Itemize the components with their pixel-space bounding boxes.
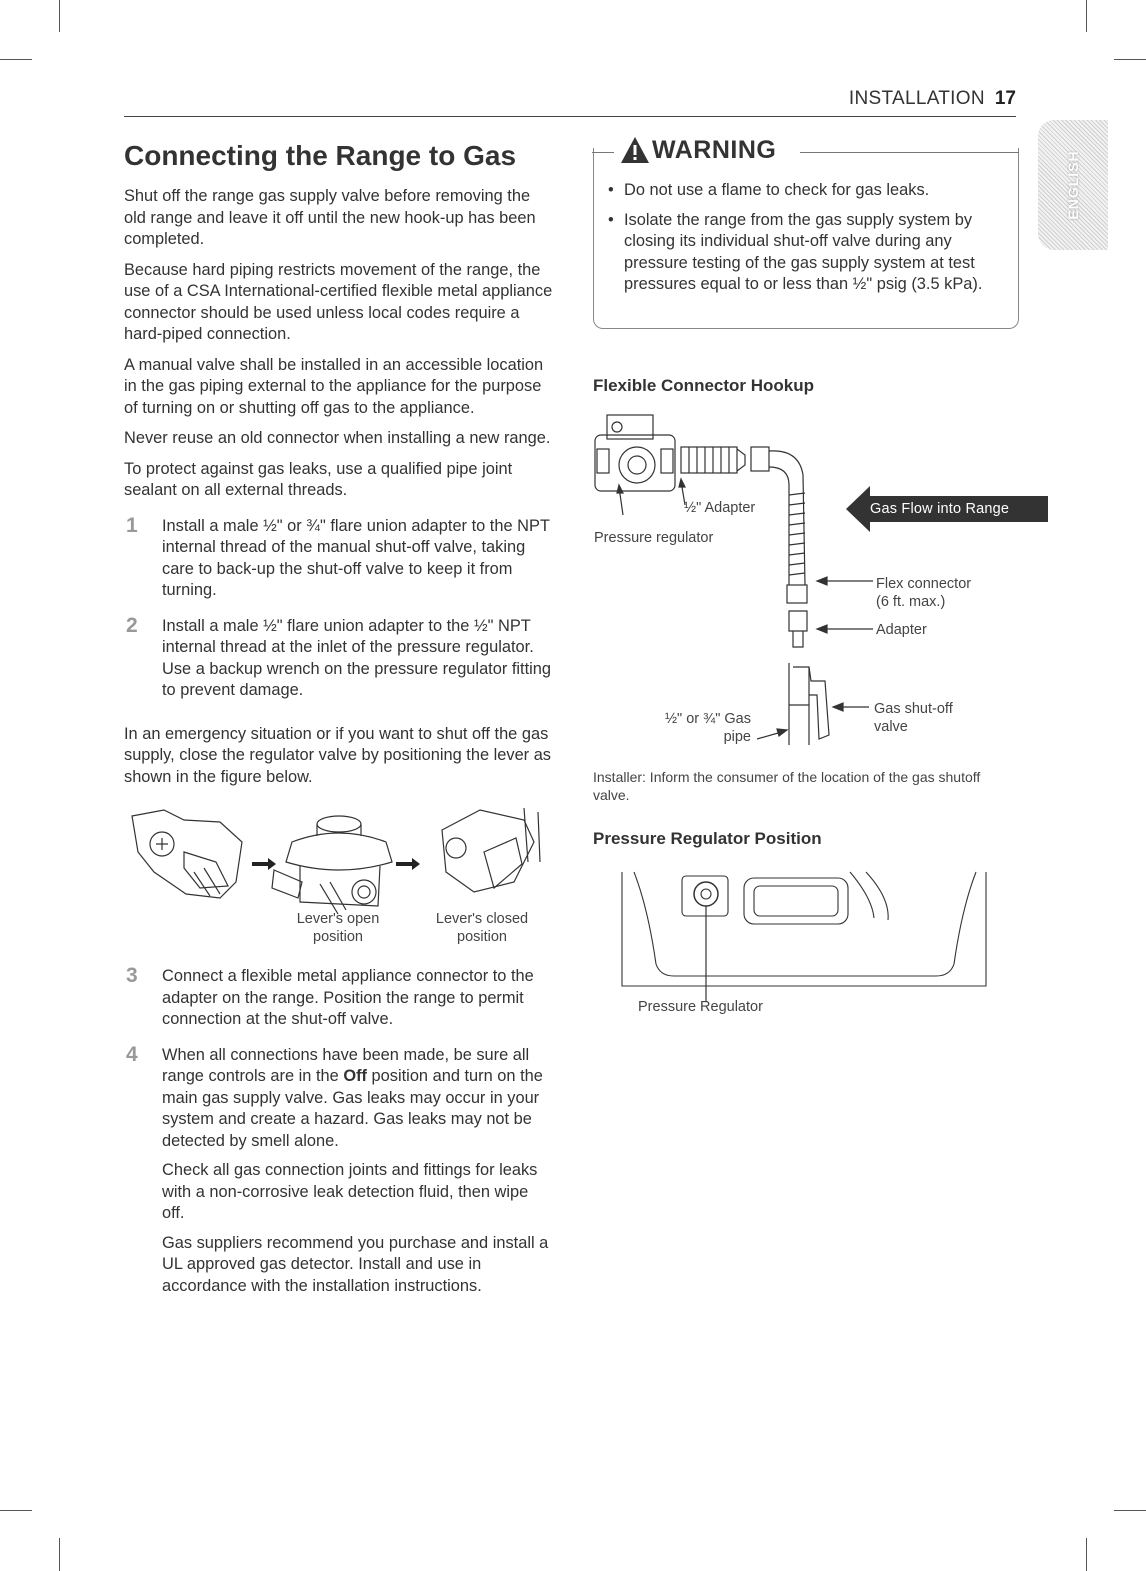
intro-paragraph: Never reuse an old connector when installing a new range. xyxy=(124,429,551,447)
step-2 xyxy=(124,613,554,702)
step4-text-part: position and turn on the main gas supply valve. Gas leaks may occur in your system and create a hazard. Gas leaks may not be detected by smell alone. xyxy=(162,1067,543,1150)
section-title: INSTALLATION xyxy=(848,88,985,109)
intro-paragraph: Because hard piping restricts movement of the range, the use of a CSA International-certified flexible metal appliance connector should be used unless local codes require a hard-piped connection. xyxy=(124,260,553,343)
regulator-position-diagram xyxy=(620,868,990,1008)
crop-mark xyxy=(59,0,60,32)
intro-paragraph: To protect against gas leaks, use a qualified pipe joint sealant on all external threads. xyxy=(124,459,513,499)
step-number: 3 xyxy=(126,964,138,987)
warning-header xyxy=(592,136,1019,166)
step4-text-part: When all connections have been made, be sure all range controls are in the xyxy=(162,1045,530,1085)
pipe-line2: pipe xyxy=(723,729,751,745)
page-title: Connecting the Range to Gas xyxy=(124,140,517,171)
language-tab-label: ENGLISH xyxy=(1065,150,1081,220)
step-3 xyxy=(124,966,554,1031)
lever-illustration xyxy=(124,802,554,922)
page-header xyxy=(124,88,1016,117)
step-text: Install a male ½" or ¾" flare union adapter to the NPT internal thread of the manual shut-off valve, taking care to back-up the shut-off valve to keep it from turning. xyxy=(162,516,550,599)
crop-mark xyxy=(1086,0,1087,32)
emergency-paragraph: In an emergency situation or if you want to shut off the gas supply, close the regulator valve by positioning the lever as shown in the figure below. xyxy=(124,724,552,786)
flex-line2: (6 ft. max.) xyxy=(876,594,946,610)
crop-mark xyxy=(59,1538,60,1571)
divider xyxy=(592,152,614,153)
warning-title: WARNING xyxy=(652,136,777,164)
step4-paragraph: Gas suppliers recommend you purchase and install a UL approved gas detector. Install and use in accordance with the installation instructions. xyxy=(162,1233,549,1295)
warning-box xyxy=(593,136,1019,329)
divider xyxy=(800,152,1019,153)
step-text xyxy=(162,1045,554,1153)
pressure-regulator-position-label: Pressure Regulator xyxy=(638,999,763,1015)
crop-mark xyxy=(0,1510,32,1511)
step-1 xyxy=(124,513,554,602)
flex-connector-label xyxy=(876,575,971,611)
step-4 xyxy=(124,1042,554,1298)
crop-mark xyxy=(0,59,32,60)
step4-paragraph: Check all gas connection joints and fittings for leaks with a non-corrosive leak detection fluid, then wipe off. xyxy=(162,1161,538,1222)
step-number: 2 xyxy=(126,613,138,637)
lever-figure xyxy=(124,802,554,966)
page-number: 17 xyxy=(994,88,1016,109)
lever-closed-line1: Lever's closed xyxy=(435,911,529,927)
warning-item: • Isolate the range from the gas supply system by closing its individual shut-off valve during any pressure testing of the gas supply system at test pressures equal to or less than ½" psig (3.5 kPa). xyxy=(606,210,998,296)
lever-closed-label xyxy=(424,910,540,946)
warning-list xyxy=(594,148,1018,296)
regulator-position-title: Pressure Regulator Position xyxy=(593,829,822,848)
shutoff-valve-label xyxy=(874,700,953,736)
step-number: 4 xyxy=(126,1042,138,1066)
pressure-regulator-label: Pressure regulator xyxy=(594,530,714,546)
shutoff-line2: valve xyxy=(874,719,908,735)
gas-flow-arrow xyxy=(846,486,1048,532)
warning-item: • Do not use a flame to check for gas leaks. xyxy=(606,180,998,202)
intro-paragraph: A manual valve shall be installed in an accessible location in the gas piping external to the appliance for the purpose of turning on or shutting off gas to the appliance. xyxy=(124,355,544,417)
crop-mark xyxy=(1114,59,1146,60)
lever-open-line2: position xyxy=(313,929,363,945)
gas-pipe-label xyxy=(651,710,751,746)
adapter-label: Adapter xyxy=(876,622,927,638)
step-text: Install a male ½" flare union adapter to the ½" NPT internal thread at the inlet of the pressure regulator. Use a backup wrench on the pressure regulator fitting to prevent damage. xyxy=(162,616,552,699)
intro-paragraph: Shut off the range gas supply valve before removing the old range and leave it off until the new hook-up has been completed. xyxy=(124,187,536,248)
crop-mark xyxy=(1114,1510,1146,1511)
hookup-title: Flexible Connector Hookup xyxy=(593,376,815,395)
lever-open-label xyxy=(290,910,386,946)
step-number: 1 xyxy=(126,513,138,537)
step-text: Connect a flexible metal appliance connector to the adapter on the range. Position the range to permit connection at the shut-off valve. xyxy=(162,967,534,1028)
flex-line1: Flex connector xyxy=(876,576,972,592)
off-emphasis: Off xyxy=(343,1067,367,1085)
adapter-half-label: ½" Adapter xyxy=(684,500,756,516)
crop-mark xyxy=(1086,1538,1087,1571)
lever-open-line1: Lever's open xyxy=(296,911,380,927)
gas-flow-label: Gas Flow into Range xyxy=(870,501,1010,517)
installer-note: Installer: Inform the consumer of the location of the gas shutoff valve. xyxy=(593,769,981,803)
left-column xyxy=(124,140,554,1311)
lever-closed-line2: position xyxy=(457,929,507,945)
warning-icon xyxy=(620,136,650,164)
shutoff-line1: Gas shut-off xyxy=(874,701,953,717)
pipe-line1: ½" or ¾" Gas xyxy=(664,711,751,727)
language-tab xyxy=(1038,120,1108,250)
